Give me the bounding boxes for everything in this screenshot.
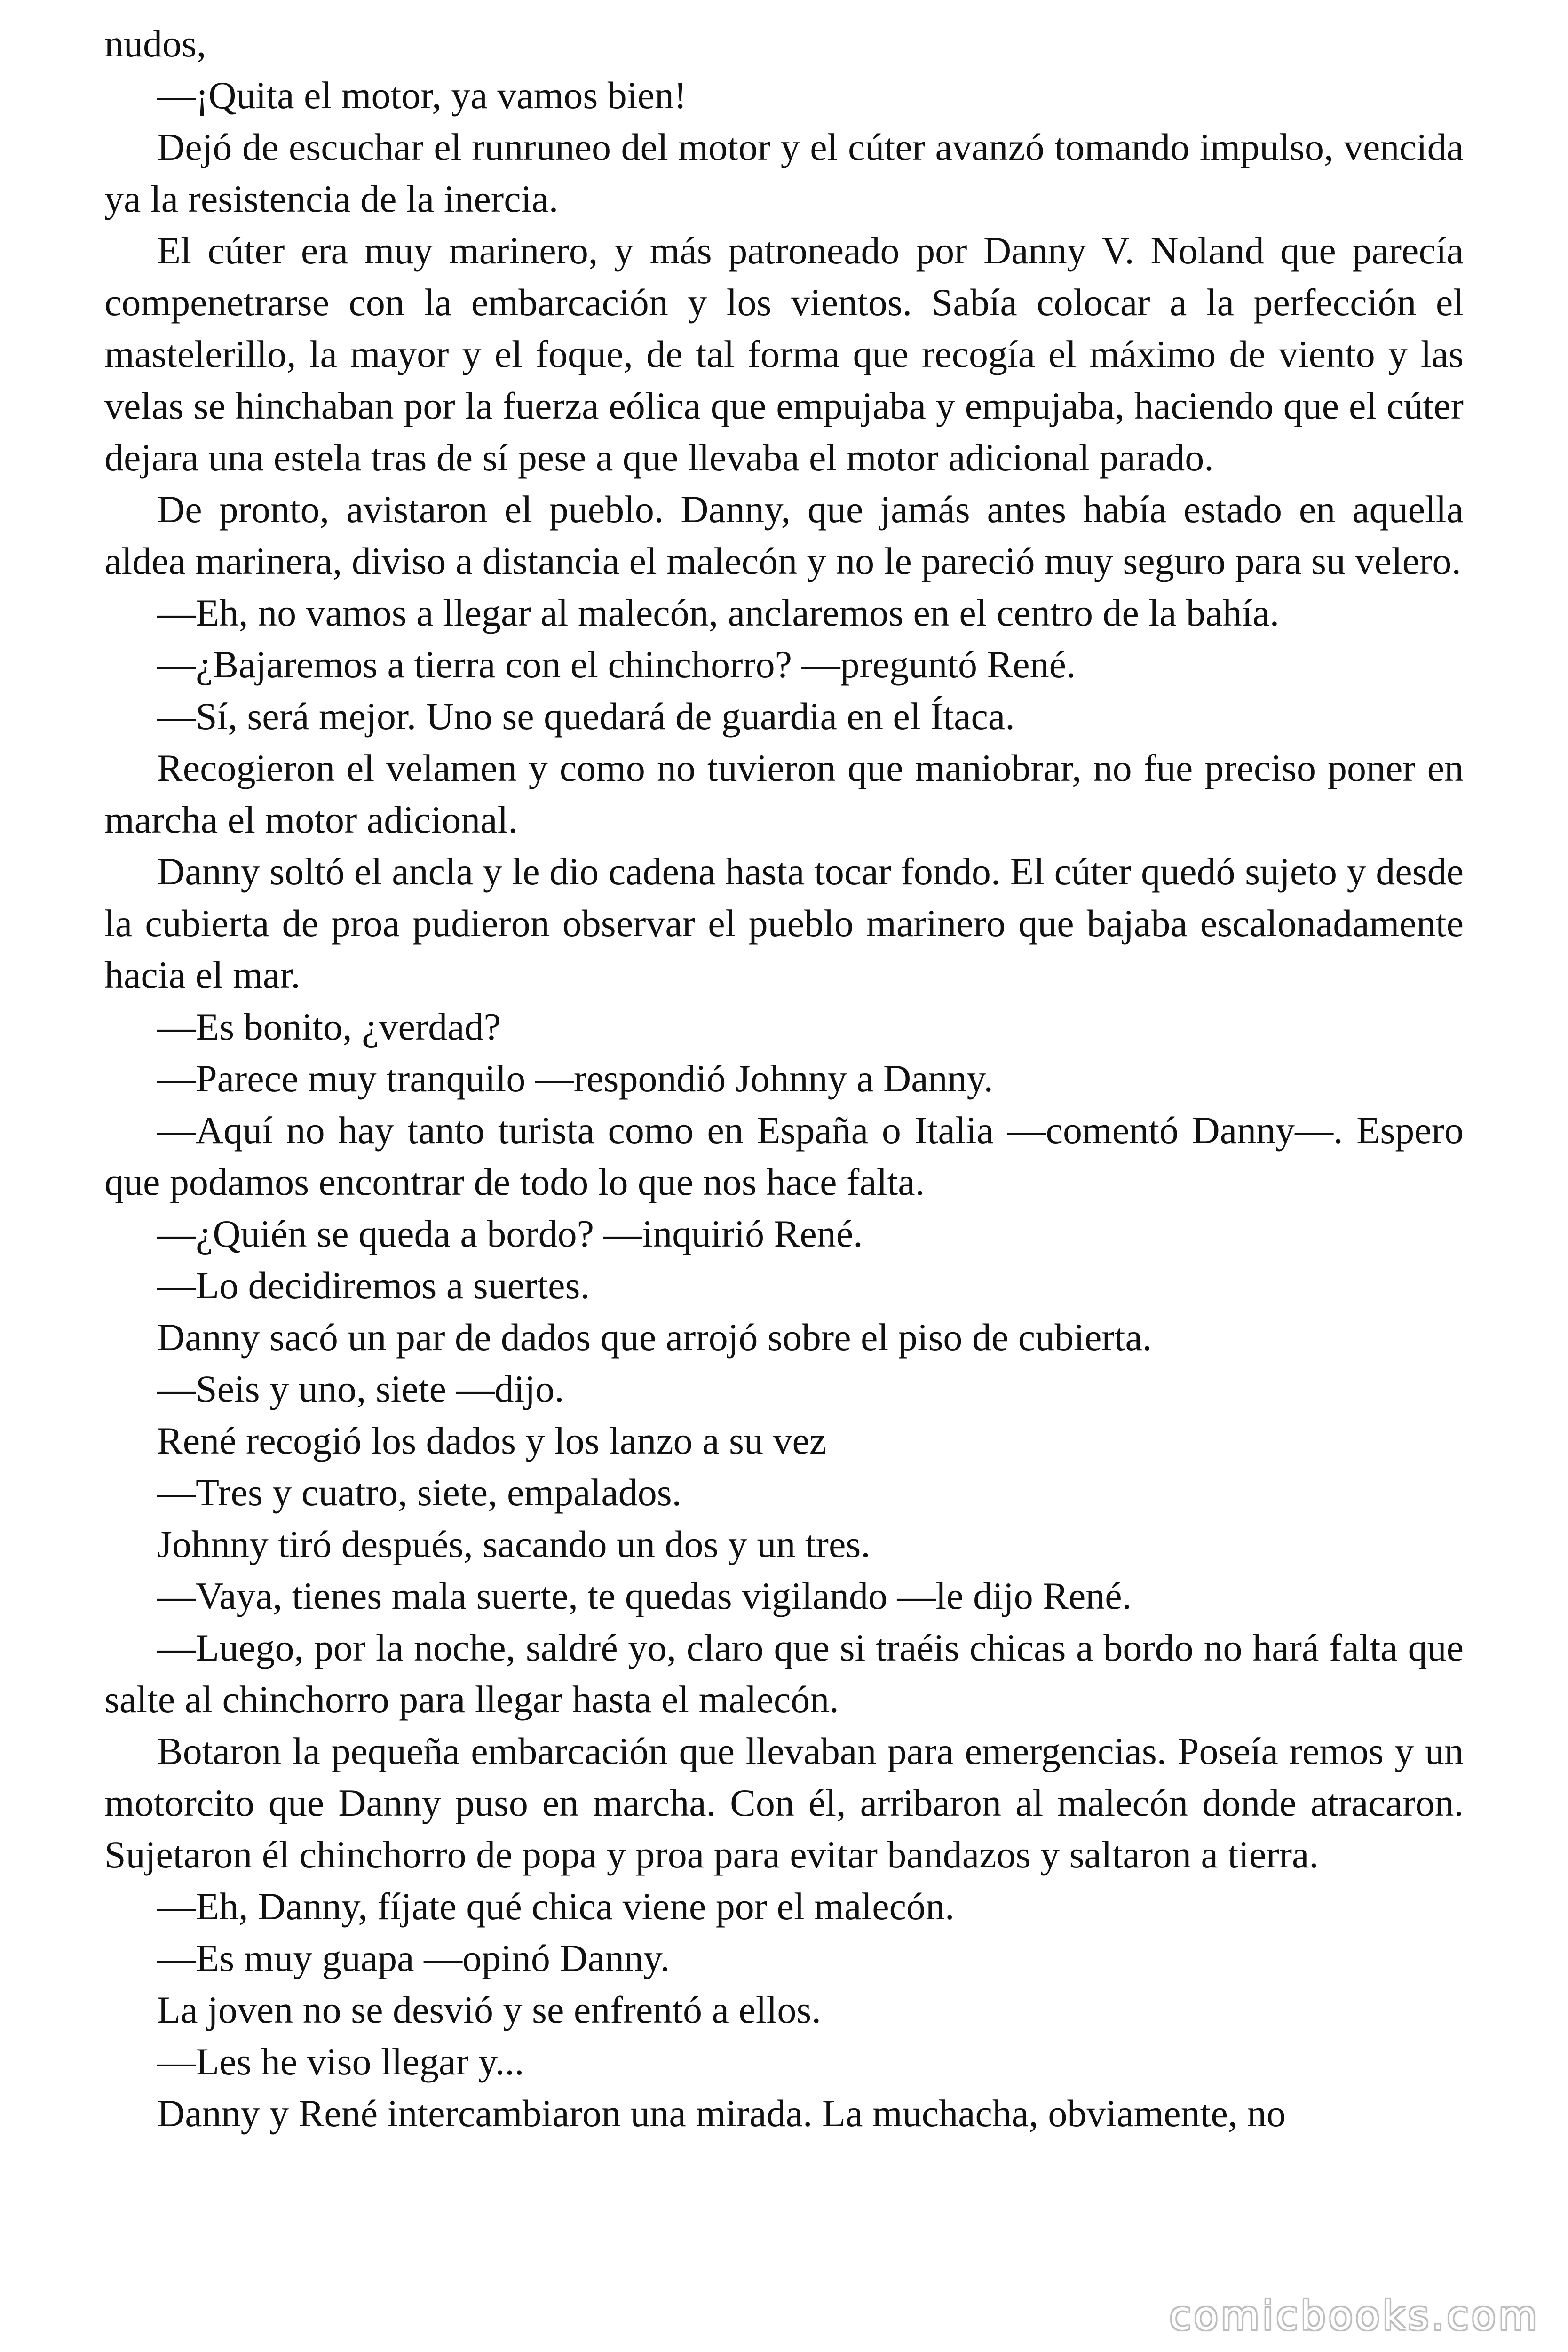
- paragraph: Johnny tiró después, sacando un dos y un tres.: [157, 1523, 871, 1565]
- paragraph: —Parece muy tranquilo —respondió Johnny a Danny.: [157, 1057, 993, 1100]
- paragraph: De pronto, avistaron el pueblo. Danny, que jamás antes había estado en aquella aldea marinera, diviso a distancia el malecón y no le pareció muy seguro para su velero.: [104, 488, 1464, 582]
- body-text: [104, 18, 1464, 2139]
- paragraph: —Eh, no vamos a llegar al malecón, anclaremos en el centro de la bahía.: [157, 591, 1280, 634]
- paragraph: —¿Quién se queda a bordo? —inquirió René.: [157, 1212, 863, 1255]
- paragraph: Danny y René intercambiaron una mirada. La muchacha, obviamente, no: [157, 2092, 1286, 2135]
- paragraph: —Vaya, tienes mala suerte, te quedas vigilando —le dijo René.: [157, 1574, 1132, 1617]
- paragraph: —¡Quita el motor, ya vamos bien!: [157, 74, 687, 117]
- paragraph: —Aquí no hay tanto turista como en España o Italia —comentó Danny—. Espero que podamos encontrar de todo lo que nos hace falta.: [104, 1109, 1464, 1203]
- paragraph: —Es muy guapa —opinó Danny.: [157, 1937, 670, 1979]
- paragraph: —Seis y uno, siete —dijo.: [157, 1367, 564, 1410]
- paragraph: Danny soltó el ancla y le dio cadena hasta tocar fondo. El cúter quedó sujeto y desde la cubierta de proa pudieron observar el pueblo marinero que bajaba escalonadamente hacia el mar.: [104, 850, 1464, 996]
- paragraph: —Tres y cuatro, siete, empalados.: [157, 1471, 682, 1514]
- paragraph: El cúter era muy marinero, y más patroneado por Danny V. Noland que parecía compenetrarse con la embarcación y los vientos. Sabía colocar a la perfección el mastelerillo, la mayor y el foque, de tal forma que recogía el máximo de viento y las velas se hinchaban por la fuerza eólica que empujaba y empujaba, haciendo que el cúter dejara una estela tras de sí pese a que llevaba el motor adicional parado.: [104, 229, 1464, 479]
- paragraph: —Les he viso llegar y...: [157, 2040, 524, 2083]
- paragraph: Botaron la pequeña embarcación que llevaban para emergencias. Poseía remos y un motorcito que Danny puso en marcha. Con él, arribaron al malecón donde atracaron. Sujetaron él chinchorro de popa y proa para evitar bandazos y saltaron a tierra.: [104, 1730, 1464, 1876]
- paragraph: —Luego, por la noche, saldré yo, claro que si traéis chicas a bordo no hará falta que salte al chinchorro para llegar hasta el malecón.: [104, 1626, 1464, 1721]
- watermark: comicbooks.com: [1169, 2293, 1540, 2339]
- paragraph: —Sí, será mejor. Uno se quedará de guardia en el Ítaca.: [157, 695, 1015, 738]
- paragraph: René recogió los dados y los lanzo a su vez: [157, 1419, 827, 1462]
- paragraph: Dejó de escuchar el runruneo del motor y el cúter avanzó tomando impulso, vencida ya la resistencia de la inercia.: [104, 126, 1464, 220]
- paragraph: La joven no se desvió y se enfrentó a ellos.: [157, 1988, 821, 2031]
- paragraph: —Eh, Danny, fíjate qué chica viene por el malecón.: [157, 1885, 955, 1928]
- paragraph: —¿Bajaremos a tierra con el chinchorro? —preguntó René.: [157, 643, 1076, 686]
- paragraph: —Es bonito, ¿verdad?: [157, 1005, 501, 1048]
- paragraph: —Lo decidiremos a suertes.: [157, 1264, 590, 1307]
- paragraph: nudos,: [104, 22, 206, 65]
- paragraph: Recogieron el velamen y como no tuvieron que maniobrar, no fue preciso poner en marcha el motor adicional.: [104, 747, 1464, 841]
- paragraph: Danny sacó un par de dados que arrojó sobre el piso de cubierta.: [157, 1316, 1152, 1359]
